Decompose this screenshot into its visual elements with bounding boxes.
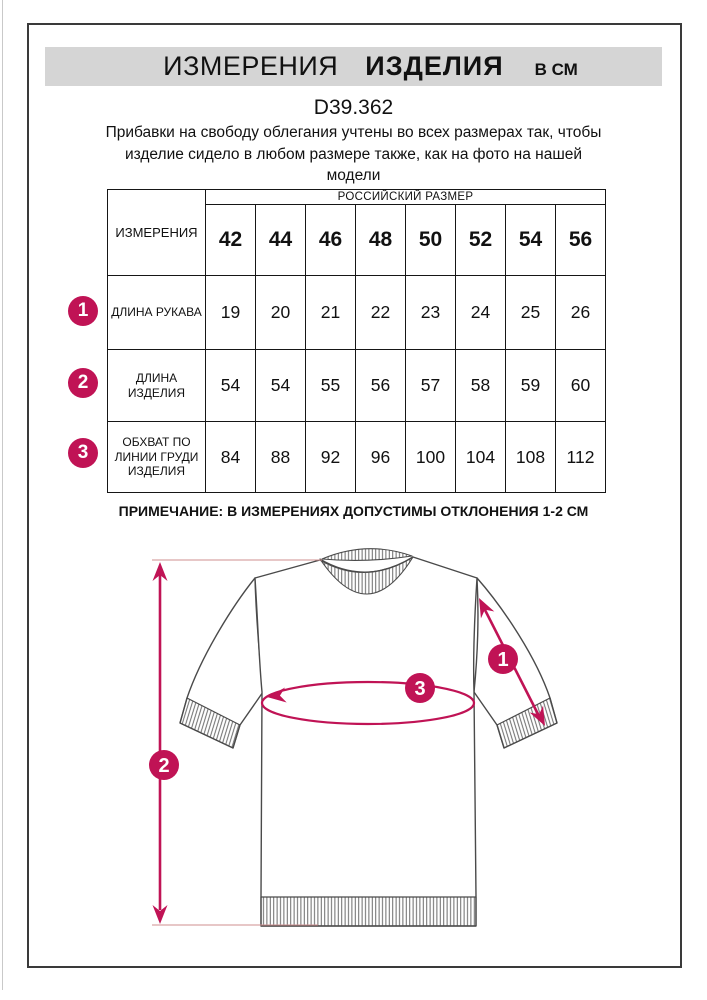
size-table: [107, 189, 606, 493]
value-cell: 57: [406, 350, 456, 422]
value-cell: 55: [306, 350, 356, 422]
row-marker-2: 2: [68, 368, 98, 398]
value-cell: 58: [456, 350, 506, 422]
value-cell: 23: [406, 276, 456, 350]
value-cell: 22: [356, 276, 406, 350]
row-label-sleeve-length: ДЛИНА РУКАВА: [108, 276, 206, 350]
description-line-1: Прибавки на свободу облегания учтены во всех размерах так, чтобы: [105, 124, 602, 141]
table-row-chest-girth: [108, 422, 606, 493]
title-banner: [45, 47, 662, 86]
value-cell: 54: [206, 350, 256, 422]
value-cell: 60: [556, 350, 606, 422]
diagram-marker-2-label: 2: [158, 755, 170, 777]
tshirt-diagram: [140, 545, 600, 965]
value-cell: 88: [256, 422, 306, 493]
value-cell: 25: [506, 276, 556, 350]
measurements-column-header: ИЗМЕРЕНИЯ: [108, 190, 206, 276]
row-label-garment-length: ДЛИНА ИЗДЕЛИЯ: [108, 350, 206, 422]
title-product: ИЗДЕЛИЯ: [365, 51, 504, 81]
row-label-chest-girth: ОБХВАТ ПО ЛИНИИ ГРУДИ ИЗДЕЛИЯ: [108, 422, 206, 493]
diagram-marker-1-label: 1: [497, 649, 509, 671]
table-row-garment-length: [108, 350, 606, 422]
value-cell: 26: [556, 276, 606, 350]
value-cell: 19: [206, 276, 256, 350]
product-code: D39.362: [313, 96, 394, 119]
title-measurements: ИЗМЕРЕНИЯ: [163, 51, 339, 81]
value-cell: 96: [356, 422, 406, 493]
value-cell: 108: [506, 422, 556, 493]
size-header-54: 54: [506, 205, 556, 276]
tolerance-note: ПРИМЕЧАНИЕ: В ИЗМЕРЕНИЯХ ДОПУСТИМЫ ОТКЛОНЕНИЯ 1-2 СМ: [118, 503, 589, 519]
value-cell: 56: [356, 350, 406, 422]
value-cell: 112: [556, 422, 606, 493]
row-marker-3: 3: [68, 438, 98, 468]
tshirt-outline: [180, 549, 557, 926]
description-line-2: изделие сидело в любом размере также, как на фото на нашей: [124, 145, 583, 163]
description-line-3: модели: [326, 167, 381, 184]
value-cell: 100: [406, 422, 456, 493]
size-header-42: 42: [206, 205, 256, 276]
value-cell: 20: [256, 276, 306, 350]
row-marker-1: 1: [68, 296, 98, 326]
value-cell: 84: [206, 422, 256, 493]
size-header-50: 50: [406, 205, 456, 276]
size-header-48: 48: [356, 205, 406, 276]
size-header-46: 46: [306, 205, 356, 276]
size-group-header: РОССИЙСКИЙ РАЗМЕР: [206, 190, 606, 205]
body: [255, 557, 477, 926]
value-cell: 21: [306, 276, 356, 350]
size-header-52: 52: [456, 205, 506, 276]
fit-description: [0, 122, 707, 187]
size-header-56: 56: [556, 205, 606, 276]
value-cell: 24: [456, 276, 506, 350]
value-cell: 104: [456, 422, 506, 493]
value-cell: 59: [506, 350, 556, 422]
size-header-44: 44: [256, 205, 306, 276]
collar-back-rib: [322, 549, 412, 561]
table-row-sleeve-length: [108, 276, 606, 350]
diagram-marker-3-label: 3: [414, 678, 426, 700]
value-cell: 92: [306, 422, 356, 493]
hem-rib: [261, 897, 476, 926]
value-cell: 54: [256, 350, 306, 422]
title-unit-cm: В СМ: [534, 60, 578, 79]
